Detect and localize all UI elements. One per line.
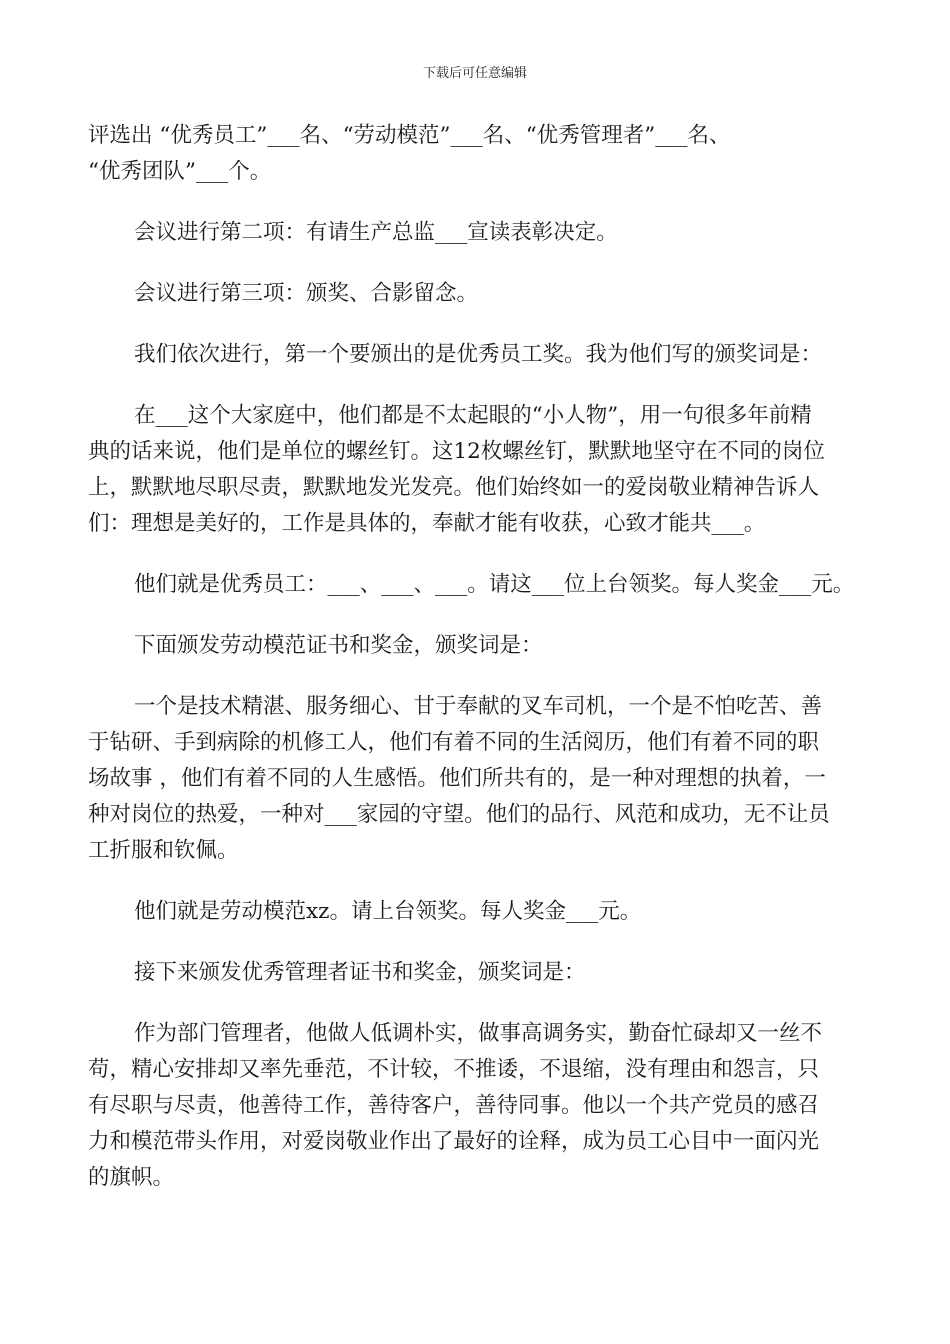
text-line: 我们依次进行，第一个要颁出的是优秀员工奖。我为他们写的颁奖词是： bbox=[134, 342, 823, 367]
paragraph-labor-model-intro bbox=[88, 628, 878, 664]
text-line: “优秀团队”___个。 bbox=[88, 159, 272, 184]
text-line: 评选出 “优秀员工”___名、“劳动模范”___名、“优秀管理者”___名、 bbox=[88, 123, 731, 148]
paragraph-award-intro bbox=[88, 337, 878, 373]
page-header: 下载后可任意编辑 bbox=[422, 66, 527, 81]
document-body bbox=[88, 118, 878, 1196]
text-line: 的旗帜。 bbox=[88, 1165, 175, 1190]
text-line: 于钻研、手到病除的机修工人，他们有着不同的生活阅历，他们有着不同的职 bbox=[88, 730, 820, 755]
text-line: 们：理想是美好的，工作是具体的，奉献才能有收获，心致才能共___。 bbox=[88, 511, 766, 536]
paragraph-outstanding-employee-citation bbox=[88, 398, 878, 542]
paragraph-labor-model-names bbox=[88, 894, 878, 930]
text-line: 上，默默地尽职尽责，默默地发光发亮。他们始终如一的爱岗敬业精神告诉人 bbox=[88, 475, 820, 500]
text-line: 有尽职与尽责，他善待工作，善待客户，善待同事。他以一个共产党员的感召 bbox=[88, 1093, 820, 1118]
text-line: 下面颁发劳动模范证书和奖金，颁奖词是： bbox=[134, 633, 543, 658]
text-line: 场故事 ，他们有着不同的人生感悟。他们所共有的，是一种对理想的执着，一 bbox=[88, 766, 826, 791]
text-line: 苟，精心安排却又率先垂范，不计较，不推诿，不退缩，没有理由和怨言，只 bbox=[88, 1057, 820, 1082]
paragraph-selection-counts bbox=[88, 118, 878, 190]
text-line: 会议进行第三项：颁奖、合影留念。 bbox=[134, 281, 479, 306]
text-line: 力和模范带头作用，对爱岗敬业作出了最好的诠释，成为员工心目中一面闪光 bbox=[88, 1129, 820, 1154]
paragraph-outstanding-employee-names bbox=[88, 567, 878, 603]
text-line: 作为部门管理者，他做人低调朴实，做事高调务实，勤奋忙碌却又一丝不 bbox=[134, 1021, 823, 1046]
text-line: 接下来颁发优秀管理者证书和奖金，颁奖词是： bbox=[134, 960, 586, 985]
paragraph-manager-citation bbox=[88, 1016, 878, 1196]
paragraph-labor-model-citation bbox=[88, 689, 878, 869]
paragraph-agenda-item-3 bbox=[88, 276, 878, 312]
text-line: 会议进行第二项：有请生产总监___宣读表彰决定。 bbox=[134, 220, 618, 245]
text-line: 在___这个大家庭中，他们都是不太起眼的“小人物”，用一句很多年前精 bbox=[134, 403, 812, 428]
text-line: 一个是技术精湛、服务细心、甘于奉献的叉车司机，一个是不怕吃苦、善 bbox=[134, 694, 823, 719]
paragraph-agenda-item-2 bbox=[88, 215, 878, 251]
paragraph-manager-intro bbox=[88, 955, 878, 991]
text-line: 工折服和钦佩。 bbox=[88, 838, 239, 863]
text-line: 种对岗位的热爱，一种对___家园的守望。他们的品行、风范和成功，无不让员 bbox=[88, 802, 830, 827]
text-line: 典的话来说，他们是单位的螺丝钉。这12枚螺丝钉，默默地坚守在不同的岗位 bbox=[88, 439, 825, 464]
text-line: 他们就是优秀员工：___、___、___。请这___位上台领奖。每人奖金___元。 bbox=[134, 572, 855, 597]
text-line: 他们就是劳动模范xz。请上台领奖。每人奖金___元。 bbox=[134, 899, 642, 924]
